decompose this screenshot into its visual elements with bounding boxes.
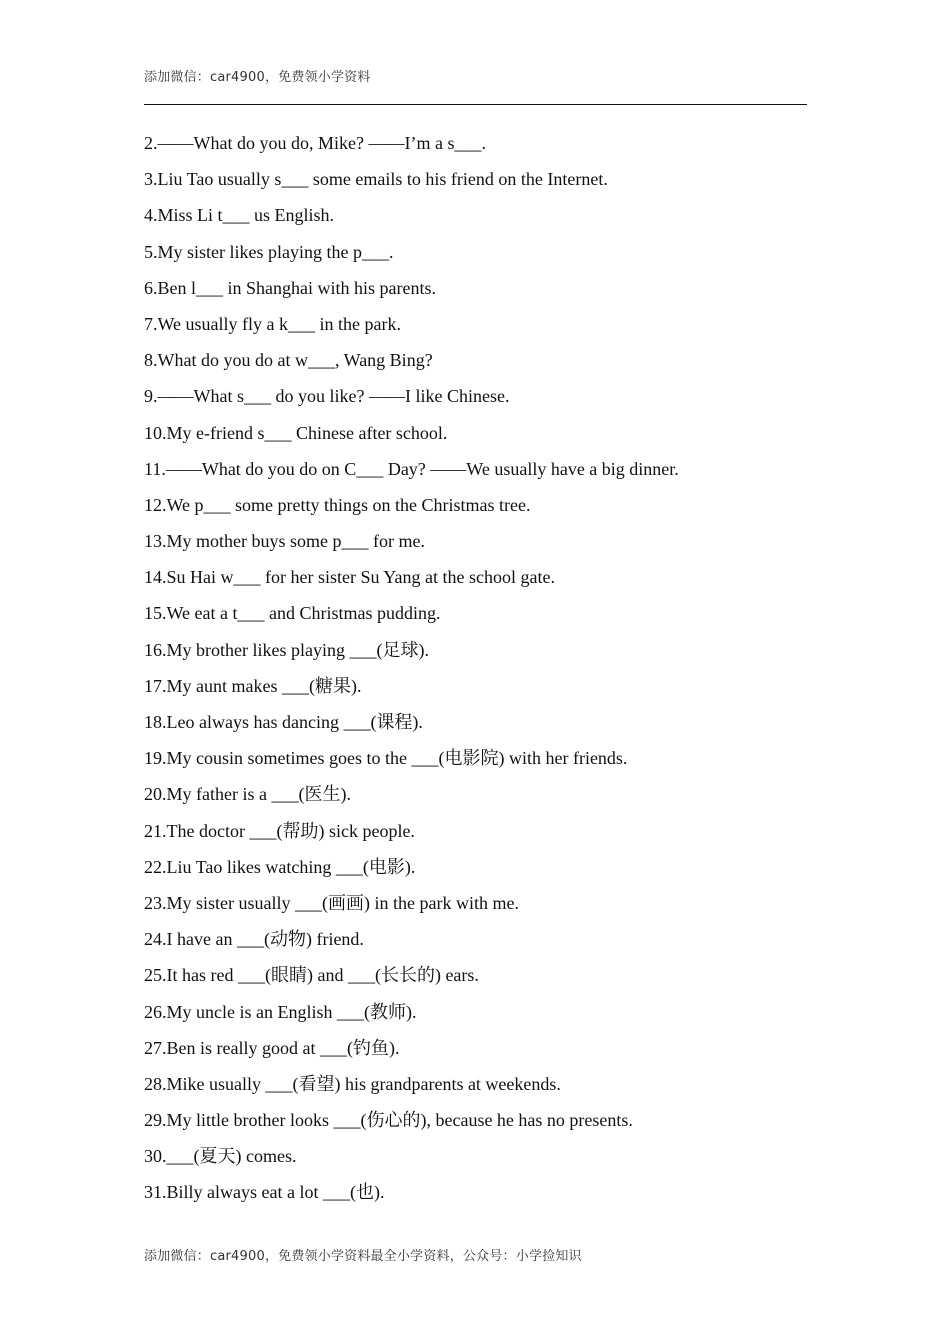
page-footer: 添加微信：car4900，免费领小学资料最全小学资料，公众号：小学捡知识 [144,1249,582,1264]
question-item: 24.I have an ___(动物) friend. [144,929,364,950]
question-item: 11.——What do you do on C___ Day? ——We usually have a big dinner. [144,458,679,479]
question-item: 9.——What s___ do you like? ——I like Chinese. [144,386,510,407]
question-item: 15.We eat a t___ and Christmas pudding. [144,603,441,624]
question-item: 22.Liu Tao likes watching ___(电影). [144,856,416,877]
question-item: 13.My mother buys some p___ for me. [144,531,425,552]
question-item: 29.My little brother looks ___(伤心的), because he has no presents. [144,1110,633,1131]
question-item: 17.My aunt makes ___(糖果). [144,675,362,696]
question-item: 10.My e-friend s___ Chinese after school. [144,422,448,443]
question-item: 14.Su Hai w___ for her sister Su Yang at the school gate. [144,567,555,588]
question-item: 16.My brother likes playing ___(足球). [144,639,429,660]
question-item: 6.Ben l___ in Shanghai with his parents. [144,277,436,298]
question-item: 27.Ben is really good at ___(钓鱼). [144,1037,400,1058]
header-divider [144,104,807,105]
page-header: 添加微信：car4900，免费领小学资料 [144,70,371,85]
question-item: 5.My sister likes playing the p___. [144,241,394,262]
question-item: 3.Liu Tao usually s___ some emails to his friend on the Internet. [144,169,608,190]
question-item: 21.The doctor ___(帮助) sick people. [144,820,415,841]
question-item: 12.We p___ some pretty things on the Christmas tree. [144,494,531,515]
question-item: 31.Billy always eat a lot ___(也). [144,1182,385,1203]
question-item: 25.It has red ___(眼睛) and ___(长长的) ears. [144,965,479,986]
question-item: 2.——What do you do, Mike? ——I’m a s___. [144,133,486,153]
question-item: 23.My sister usually ___(画画) in the park with me. [144,892,519,913]
question-list [144,125,824,1211]
question-item: 30.___(夏天) comes. [144,1146,297,1167]
question-item: 28.Mike usually ___(看望) his grandparents at weekends. [144,1073,561,1094]
question-item: 26.My uncle is an English ___(教师). [144,1001,417,1022]
question-item: 8.What do you do at w___, Wang Bing? [144,350,433,371]
question-item: 19.My cousin sometimes goes to the ___(电影院) with her friends. [144,748,628,769]
question-item: 18.Leo always has dancing ___(课程). [144,712,423,732]
question-item: 4.Miss Li t___ us English. [144,205,335,226]
question-item: 7.We usually fly a k___ in the park. [144,313,401,334]
question-item: 20.My father is a ___(医生). [144,784,351,805]
